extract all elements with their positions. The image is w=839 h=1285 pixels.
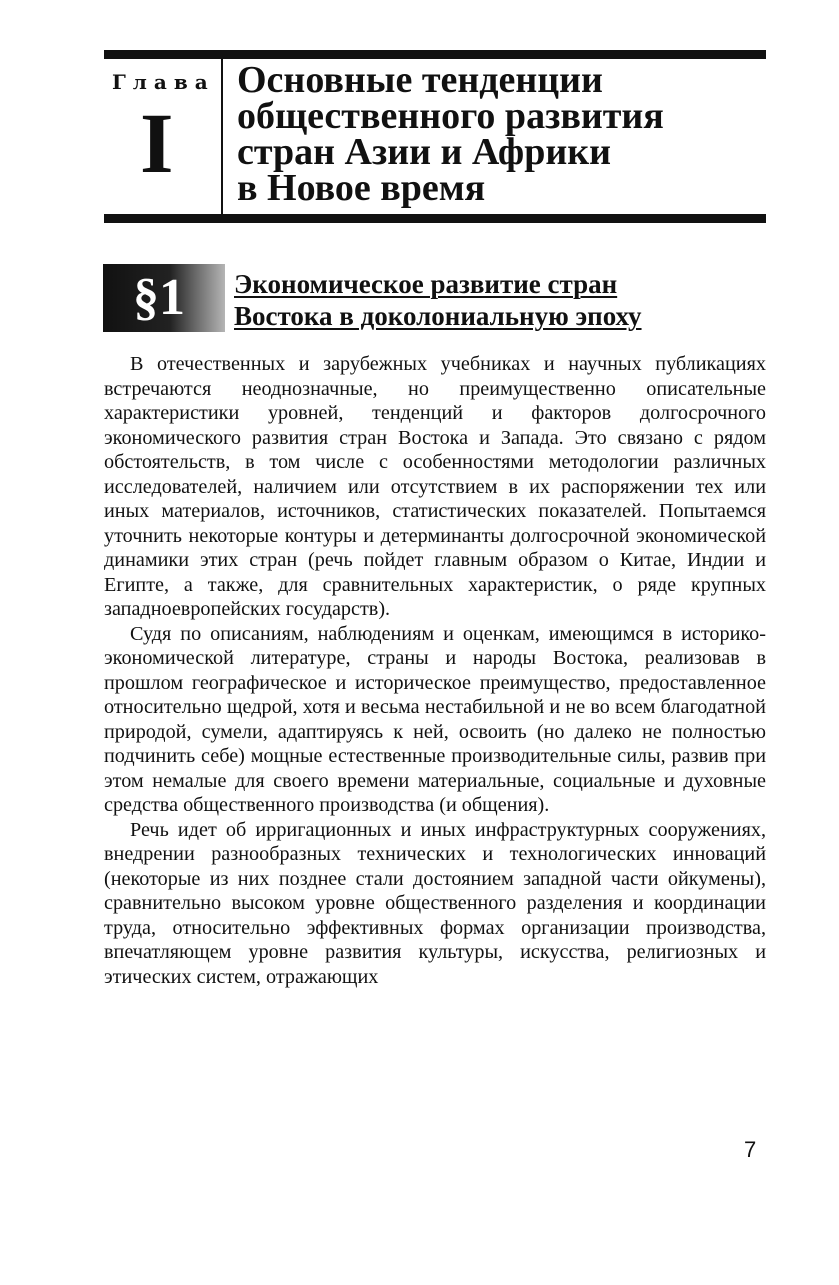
chapter-title-line: общественного развития bbox=[237, 95, 664, 137]
chapter-label: Глава bbox=[112, 70, 215, 94]
page-number: 7 bbox=[744, 1137, 757, 1162]
chapter-top-rule bbox=[104, 50, 766, 59]
body-text bbox=[104, 352, 766, 989]
paragraph: Судя по описаниям, наблюдениям и оценкам, имеющимся в историко-экономической литературе, страны и народы Востока, реализовав в прошлом географическое и историческое преимущество, предоставленное относительно щедрой, хотя и весьма нестабильной и не во всем благодатной природой, сумели, адаптируясь к ней, освоить (но далеко не полностью подчинить себе) мощные естественные производительные силы, развив при этом немалые для своего времени материальные, социальные и духовные средства общественного производства (и общения). bbox=[104, 622, 766, 816]
section-number: §1 bbox=[133, 269, 185, 326]
section-title-line: Экономическое развитие стран bbox=[234, 269, 618, 299]
chapter-divider bbox=[221, 59, 223, 214]
paragraph: В отечественных и зарубежных учебниках и научных публикациях встречаются неоднозначные, но преимущественно описательные характеристики уровней, тенденций и факторов долгосрочного экономического развития стран Востока и Запада. Это связано с рядом обстоятельств, в том числе с особенностями методологии различных исследователей, наличием или отсутствием в их распоряжении тех или иных материалов, источников, статистических показателей. Попытаемся уточнить некоторые контуры и детерминанты долгосрочной экономической динамики этих стран (речь пойдет главным образом о Китае, Индии и Египте, а также, для сравнительных характеристик, о ряде крупных западноевропейских государств). bbox=[104, 353, 766, 620]
chapter-title bbox=[237, 59, 757, 209]
paragraph: Речь идет об ирригационных и иных инфраструктурных сооружениях, внедрении разнообразных технических и технологических инноваций (некоторые из них позднее стали достоянием западной части ойкумены), сравнительно высоком уровне общественного разделения и координации труда, относительно эффективных формах организации производства, впечатляющем уровне развития культуры, искусства, религиозных и этических систем, отражающих bbox=[104, 818, 766, 988]
chapter-number: I bbox=[140, 95, 174, 191]
section-title-line: Востока в доколониальную эпоху bbox=[234, 301, 642, 331]
chapter-title-line: в Новое время bbox=[237, 167, 486, 209]
section-badge bbox=[103, 264, 225, 332]
chapter-title-line: Основные тенденции bbox=[237, 59, 603, 101]
chapter-bottom-rule bbox=[104, 214, 766, 223]
chapter-title-line: стран Азии и Африки bbox=[237, 131, 612, 173]
section-title bbox=[234, 268, 754, 332]
